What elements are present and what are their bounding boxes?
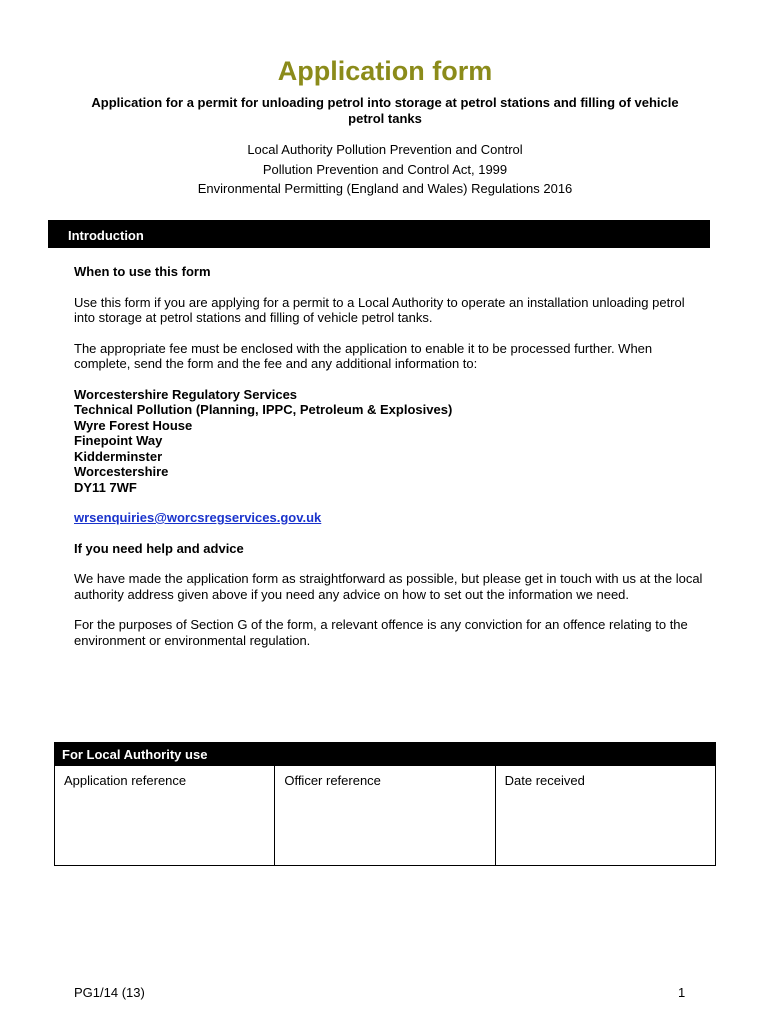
email-link[interactable]: wrsenquiries@worcsregservices.gov.uk [74, 510, 322, 525]
address-line: Finepoint Way [74, 433, 163, 448]
local-authority-use-table [54, 742, 716, 866]
postal-address [74, 387, 704, 496]
document-code: PG1/14 (13) [74, 985, 145, 1000]
legislation-line: Pollution Prevention and Control Act, 1999 [262, 161, 508, 177]
date-received-field[interactable]: Date received [495, 766, 716, 865]
local-authority-use-row [54, 766, 716, 866]
address-line: Wyre Forest House [74, 417, 193, 433]
introduction-content [74, 264, 704, 648]
address-line: Kidderminster [74, 448, 163, 464]
page-number: 1 [678, 985, 686, 1000]
offence-text: For the purposes of Section G of the form, a relevant offence is any conviction for an offence relating to the environment or environmental regulation. [74, 617, 688, 648]
help-heading: If you need help and advice [74, 540, 244, 556]
address-line: DY11 7WF [74, 479, 137, 495]
application-reference-field[interactable]: Application reference [54, 766, 274, 865]
local-authority-use-header: For Local Authority use [54, 742, 716, 766]
when-to-use-text: Use this form if you are applying for a permit to a Local Authority to operate an installation unloading petrol into storage at petrol stations and filling of vehicle petrol tanks. [74, 294, 685, 325]
page-title: Application form [277, 56, 493, 86]
legislation-list [0, 140, 770, 199]
legislation-line: Local Authority Pollution Prevention and Control [247, 142, 523, 157]
address-line: Worcestershire Regulatory Services [74, 386, 298, 402]
address-line: Worcestershire [74, 464, 169, 479]
legislation-line: Environmental Permitting (England and Wales) Regulations 2016 [197, 181, 573, 196]
when-to-use-heading: When to use this form [74, 264, 211, 279]
introduction-section-header: Introduction [48, 220, 710, 248]
officer-reference-field[interactable]: Officer reference [274, 766, 494, 865]
form-subtitle: Application for a permit for unloading petrol into storage at petrol stations and filling of vehicle petrol tanks [91, 95, 679, 126]
fee-text: The appropriate fee must be enclosed with the application to enable it to be processed further. When complete, send the form and the fee and any additional information to: [74, 340, 653, 371]
address-line: Technical Pollution (Planning, IPPC, Petroleum & Explosives) [74, 402, 453, 417]
help-text: We have made the application form as straightforward as possible, but please get in touch with us at the local authority address given above if you need any advice on how to set out the information we need. [74, 571, 703, 602]
